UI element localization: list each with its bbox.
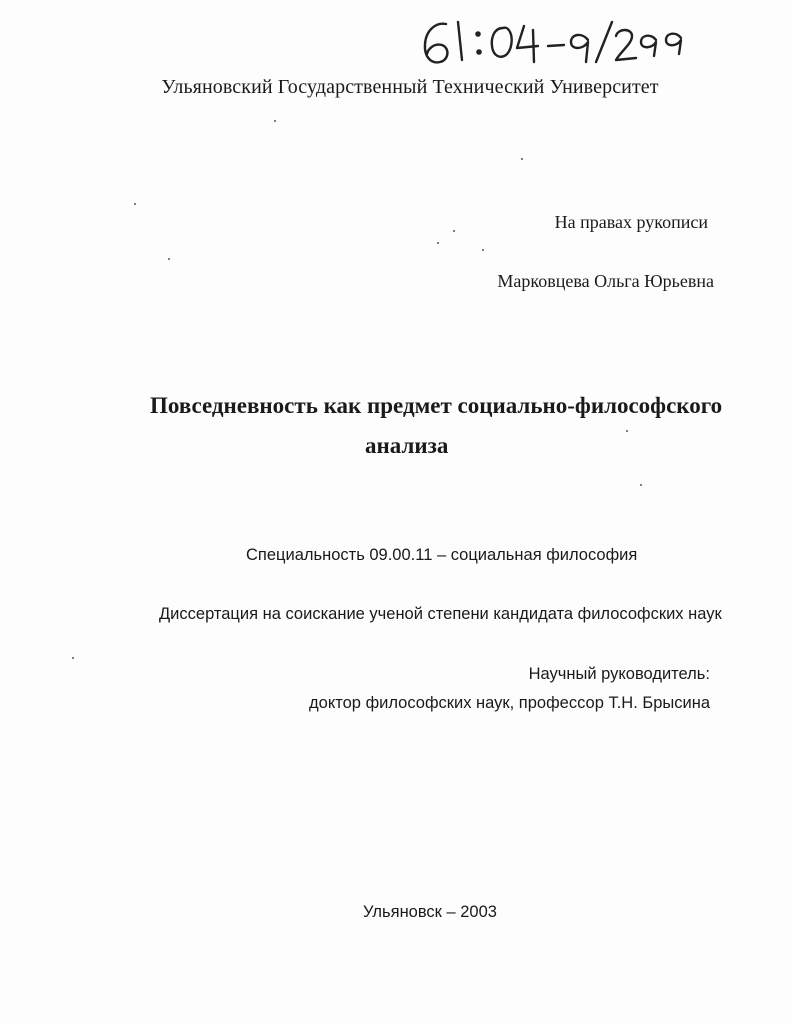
scan-speck: [134, 203, 136, 205]
university-name: Ульяновский Государственный Технический Университет: [161, 76, 659, 98]
manuscript-rights: На правах рукописи: [554, 212, 708, 232]
scan-speck: [640, 484, 642, 486]
supervisor-label: Научный руководитель:: [528, 665, 710, 683]
specialty: Специальность 09.00.11 – социальная философия: [246, 546, 638, 564]
dissertation-title-line-2: анализа: [365, 433, 449, 458]
scan-speck: [626, 430, 628, 432]
dissertation-title-line-1: Повседневность как предмет социально-философского: [150, 393, 723, 418]
supervisor-name: доктор философских наук, профессор Т.Н. Брысина: [309, 694, 710, 712]
author-name: Марковцева Ольга Юрьевна: [497, 271, 714, 291]
scan-speck: [72, 657, 74, 659]
scan-speck: [521, 158, 523, 160]
scan-speck: [274, 120, 276, 122]
city-year: Ульяновск – 2003: [363, 903, 497, 921]
degree-statement: Диссертация на соискание ученой степени кандидата философских наук: [159, 605, 722, 623]
scan-speck: [482, 249, 484, 251]
scan-speck: [437, 242, 439, 244]
scan-speck: [168, 258, 170, 260]
scan-speck: [453, 230, 455, 232]
